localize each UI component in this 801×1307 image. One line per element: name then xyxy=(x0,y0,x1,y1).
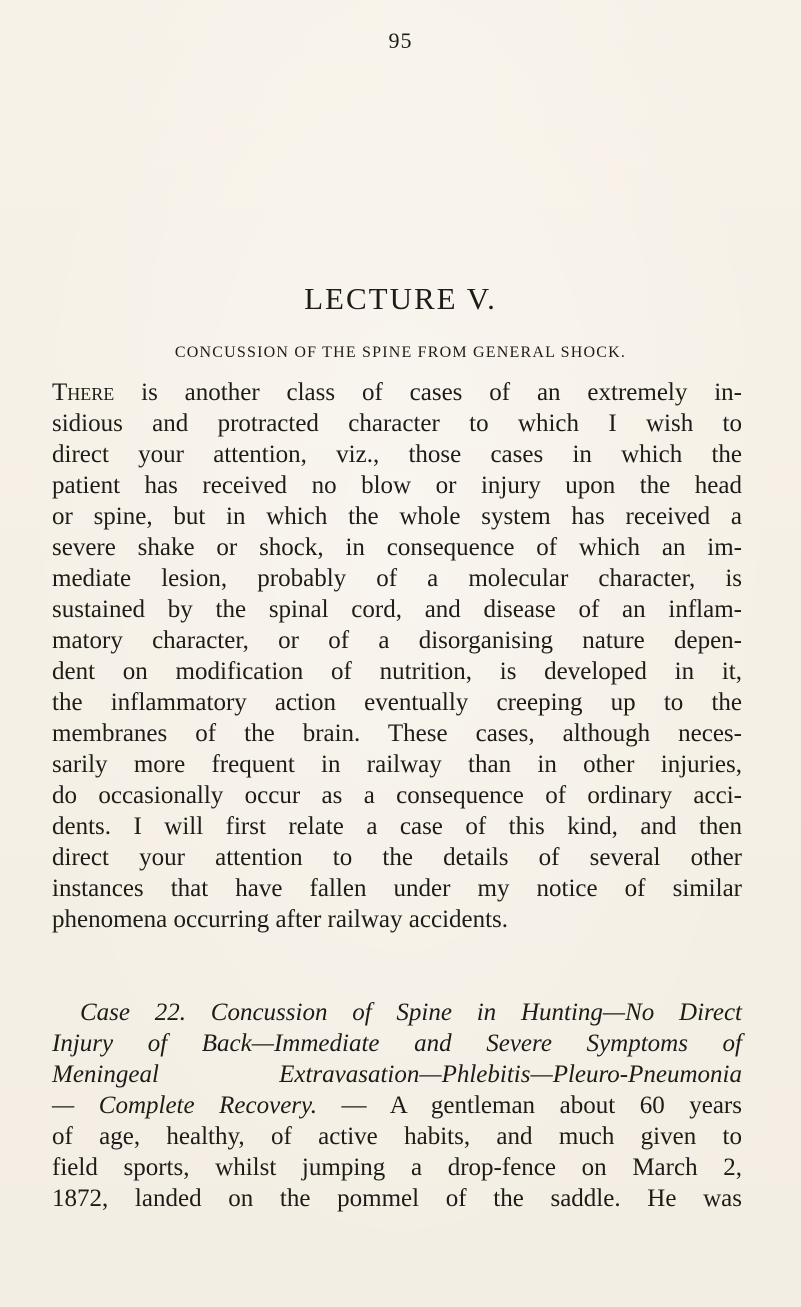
paragraph-line: phenomena occurring after railway accidents. xyxy=(52,906,509,933)
body-paragraph xyxy=(52,377,742,935)
paragraph-line: dents. I will first relate a case of this kind, and then xyxy=(52,813,742,840)
paragraph-line: or spine, but in which the whole system has received a xyxy=(52,503,742,530)
paragraph-line: severe shake or shock, in consequence of which an im- xyxy=(52,534,742,561)
case-line xyxy=(52,1090,742,1121)
paragraph-line: matory character, or of a disorganising nature depen- xyxy=(52,627,742,654)
case-line-text: — A gentleman about 60 years xyxy=(317,1092,742,1119)
paragraph-line: the inflammatory action eventually creeping up to the xyxy=(52,689,742,716)
paragraph-line: dent on modification of nutrition, is developed in it, xyxy=(52,658,742,685)
case-heading-line: Case 22. Concussion of Spine in Hunting—No Direct xyxy=(80,999,742,1026)
paragraph-line: do occasionally occur as a consequence of ordinary acci- xyxy=(52,782,742,809)
lecture-title: LECTURE V. xyxy=(304,281,497,316)
case-heading-line: Meningeal Extravasation—Phlebitis—Pleuro-Pneumonia xyxy=(52,1061,742,1088)
paragraph-line: sidious and protracted character to which I wish to xyxy=(52,410,742,437)
case-line: 1872, landed on the pommel of the saddle. He was xyxy=(52,1185,742,1212)
page-number: 95 xyxy=(388,28,413,53)
paragraph-line: membranes of the brain. These cases, although neces- xyxy=(52,720,742,747)
paragraph-line: patient has received no blow or injury upon the head xyxy=(52,472,742,499)
paragraph-line: direct your attention to the details of several other xyxy=(52,844,742,871)
drop-word: There xyxy=(52,379,115,406)
paragraph-line: direct your attention, viz., those cases in which the xyxy=(52,441,742,468)
section-subtitle: CONCUSSION OF THE SPINE FROM GENERAL SHOCK. xyxy=(174,344,627,361)
case-heading-end: — Complete Recovery. xyxy=(52,1092,317,1119)
case-heading-line: Injury of Back—Immediate and Severe Symptoms of xyxy=(52,1030,742,1057)
case-line: field sports, whilst jumping a drop-fence on March 2, xyxy=(52,1154,742,1181)
case-line: of age, healthy, of active habits, and much given to xyxy=(52,1123,742,1150)
paragraph-line: instances that have fallen under my notice of similar xyxy=(52,875,742,902)
paragraph-line xyxy=(52,377,742,408)
paragraph-line: sustained by the spinal cord, and disease of an inflam- xyxy=(52,596,742,623)
paragraph-line: mediate lesion, probably of a molecular character, is xyxy=(52,565,742,592)
case-paragraph xyxy=(52,997,742,1214)
paragraph-line-text: is another class of cases of an extremely in- xyxy=(114,379,742,406)
paragraph-line: sarily more frequent in railway than in other injuries, xyxy=(52,751,742,778)
